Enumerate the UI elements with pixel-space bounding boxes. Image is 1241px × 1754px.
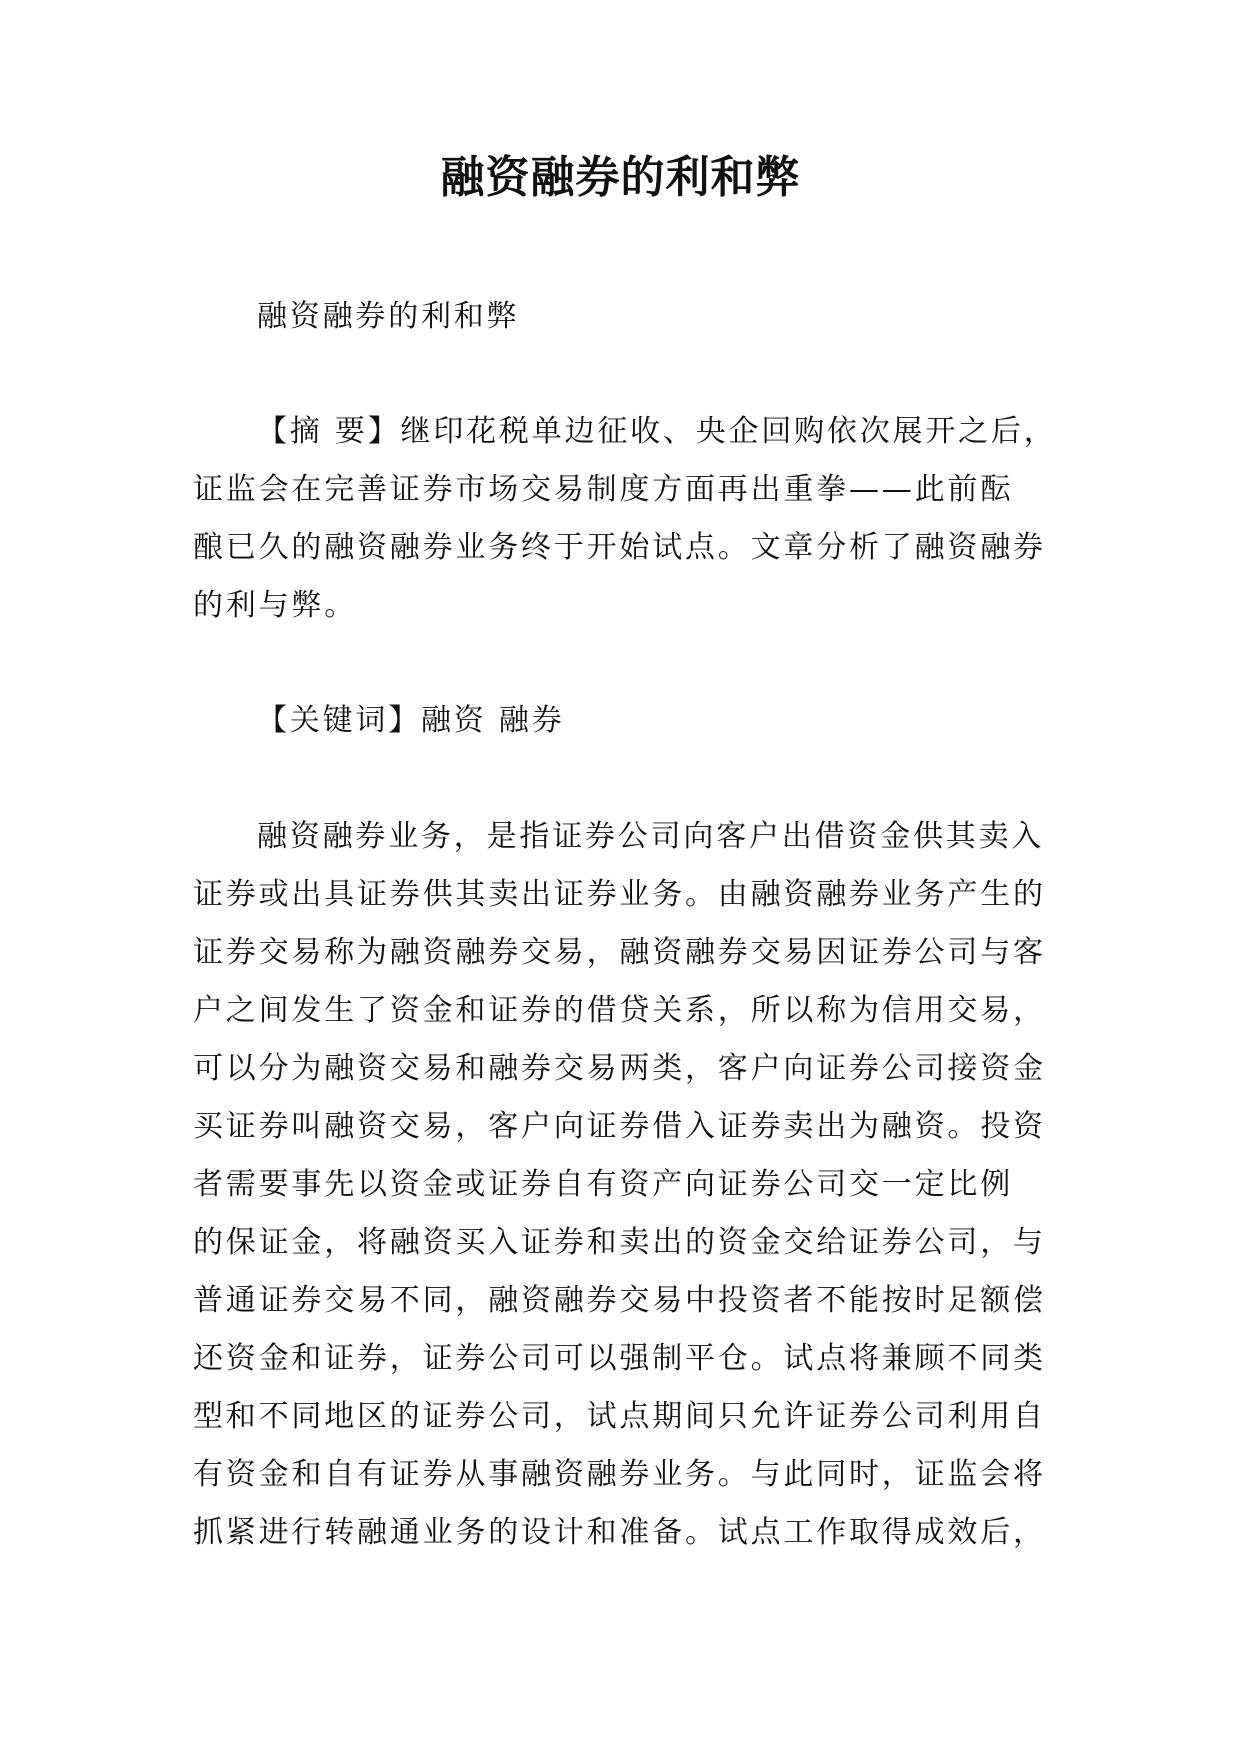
body-line: 可以分为融资交易和融券交易两类，客户向证券公司接资金 [193, 1051, 1046, 1086]
abstract-line: 的利与弊。 [193, 588, 357, 623]
body-line: 型和不同地区的证券公司，试点期间只允许证券公司利用自 [193, 1399, 1046, 1434]
body-line: 证券或出具证券供其卖出证券业务。由融资融券业务产生的 [193, 877, 1046, 912]
body-line: 普通证券交易不同，融资融券交易中投资者不能按时足额偿 [193, 1283, 1046, 1318]
body-line: 的保证金，将融资买入证券和卖出的资金交给证券公司，与 [193, 1225, 1046, 1260]
body-line: 融资融券业务，是指证券公司向客户出借资金供其卖入 [257, 819, 1045, 854]
abstract-paragraph [193, 403, 1057, 635]
body-line: 证券交易称为融资融券交易，融资融券交易因证券公司与客 [193, 935, 1046, 970]
body-paragraph [193, 808, 1053, 1562]
body-line: 还资金和证券，证券公司可以强制平仓。试点将兼顾不同类 [193, 1341, 1046, 1376]
abstract-line: 【摘 要】继印花税单边征收、央企回购依次展开之后， [257, 414, 1057, 449]
abstract-line: 酿已久的融资融券业务终于开始试点。文章分析了融资融券 [193, 530, 1046, 565]
body-line: 买证券叫融资交易，客户向证券借入证券卖出为融资。投资 [193, 1109, 1046, 1144]
body-line: 户之间发生了资金和证券的借贷关系，所以称为信用交易， [193, 993, 1046, 1028]
keywords-line: 【关键词】融资 融券 [257, 703, 565, 738]
abstract-line: 证监会在完善证券市场交易制度方面再出重拳——此前酝 [193, 472, 1013, 507]
body-line: 抓紧进行转融通业务的设计和准备。试点工作取得成效后， [193, 1515, 1046, 1550]
body-line: 者需要事先以资金或证券自有资产向证券公司交一定比例 [193, 1167, 1013, 1202]
document-title: 融资融券的利和弊 [440, 152, 801, 203]
document-subtitle: 融资融券的利和弊 [257, 299, 520, 334]
body-line: 有资金和自有证券从事融资融券业务。与此同时，证监会将 [193, 1457, 1046, 1492]
